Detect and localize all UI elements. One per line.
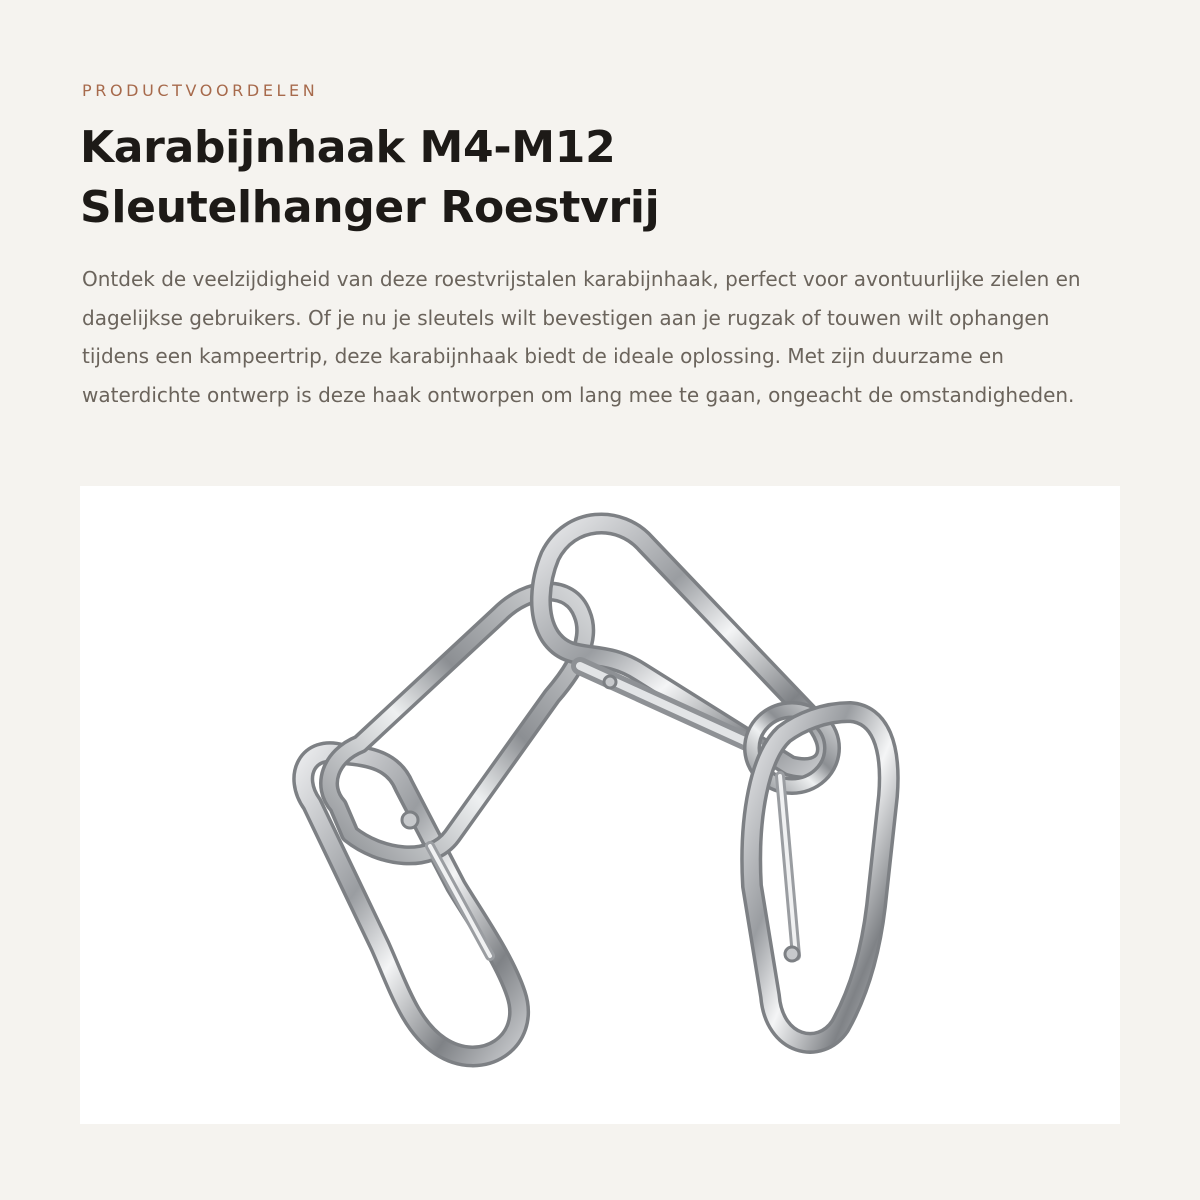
product-title xyxy=(80,118,1120,238)
carabiner-chain-icon xyxy=(80,486,1120,1124)
product-description: Ontdek de veelzijdigheid van deze roestvrijstalen karabijnhaak, perfect voor avontuurlijke zielen en dagelijkse gebruikers. Of je nu je sleutels wilt bevestigen aan je rugzak of touwen wilt ophangen tijdens een kampeertrip, deze karabijnhaak biedt de ideale oplossing. Met zijn duurzame en waterdichte ontwerp is deze haak ontworpen om lang mee te gaan, ongeacht de omstandigheden. xyxy=(82,267,1081,407)
section-eyebrow: PRODUCTVOORDELEN xyxy=(82,81,319,100)
product-title-line-2: Sleutelhanger Roestvrij xyxy=(80,182,660,233)
product-title-line-1: Karabijnhaak M4-M12 xyxy=(80,122,616,173)
product-photo xyxy=(80,486,1120,1124)
